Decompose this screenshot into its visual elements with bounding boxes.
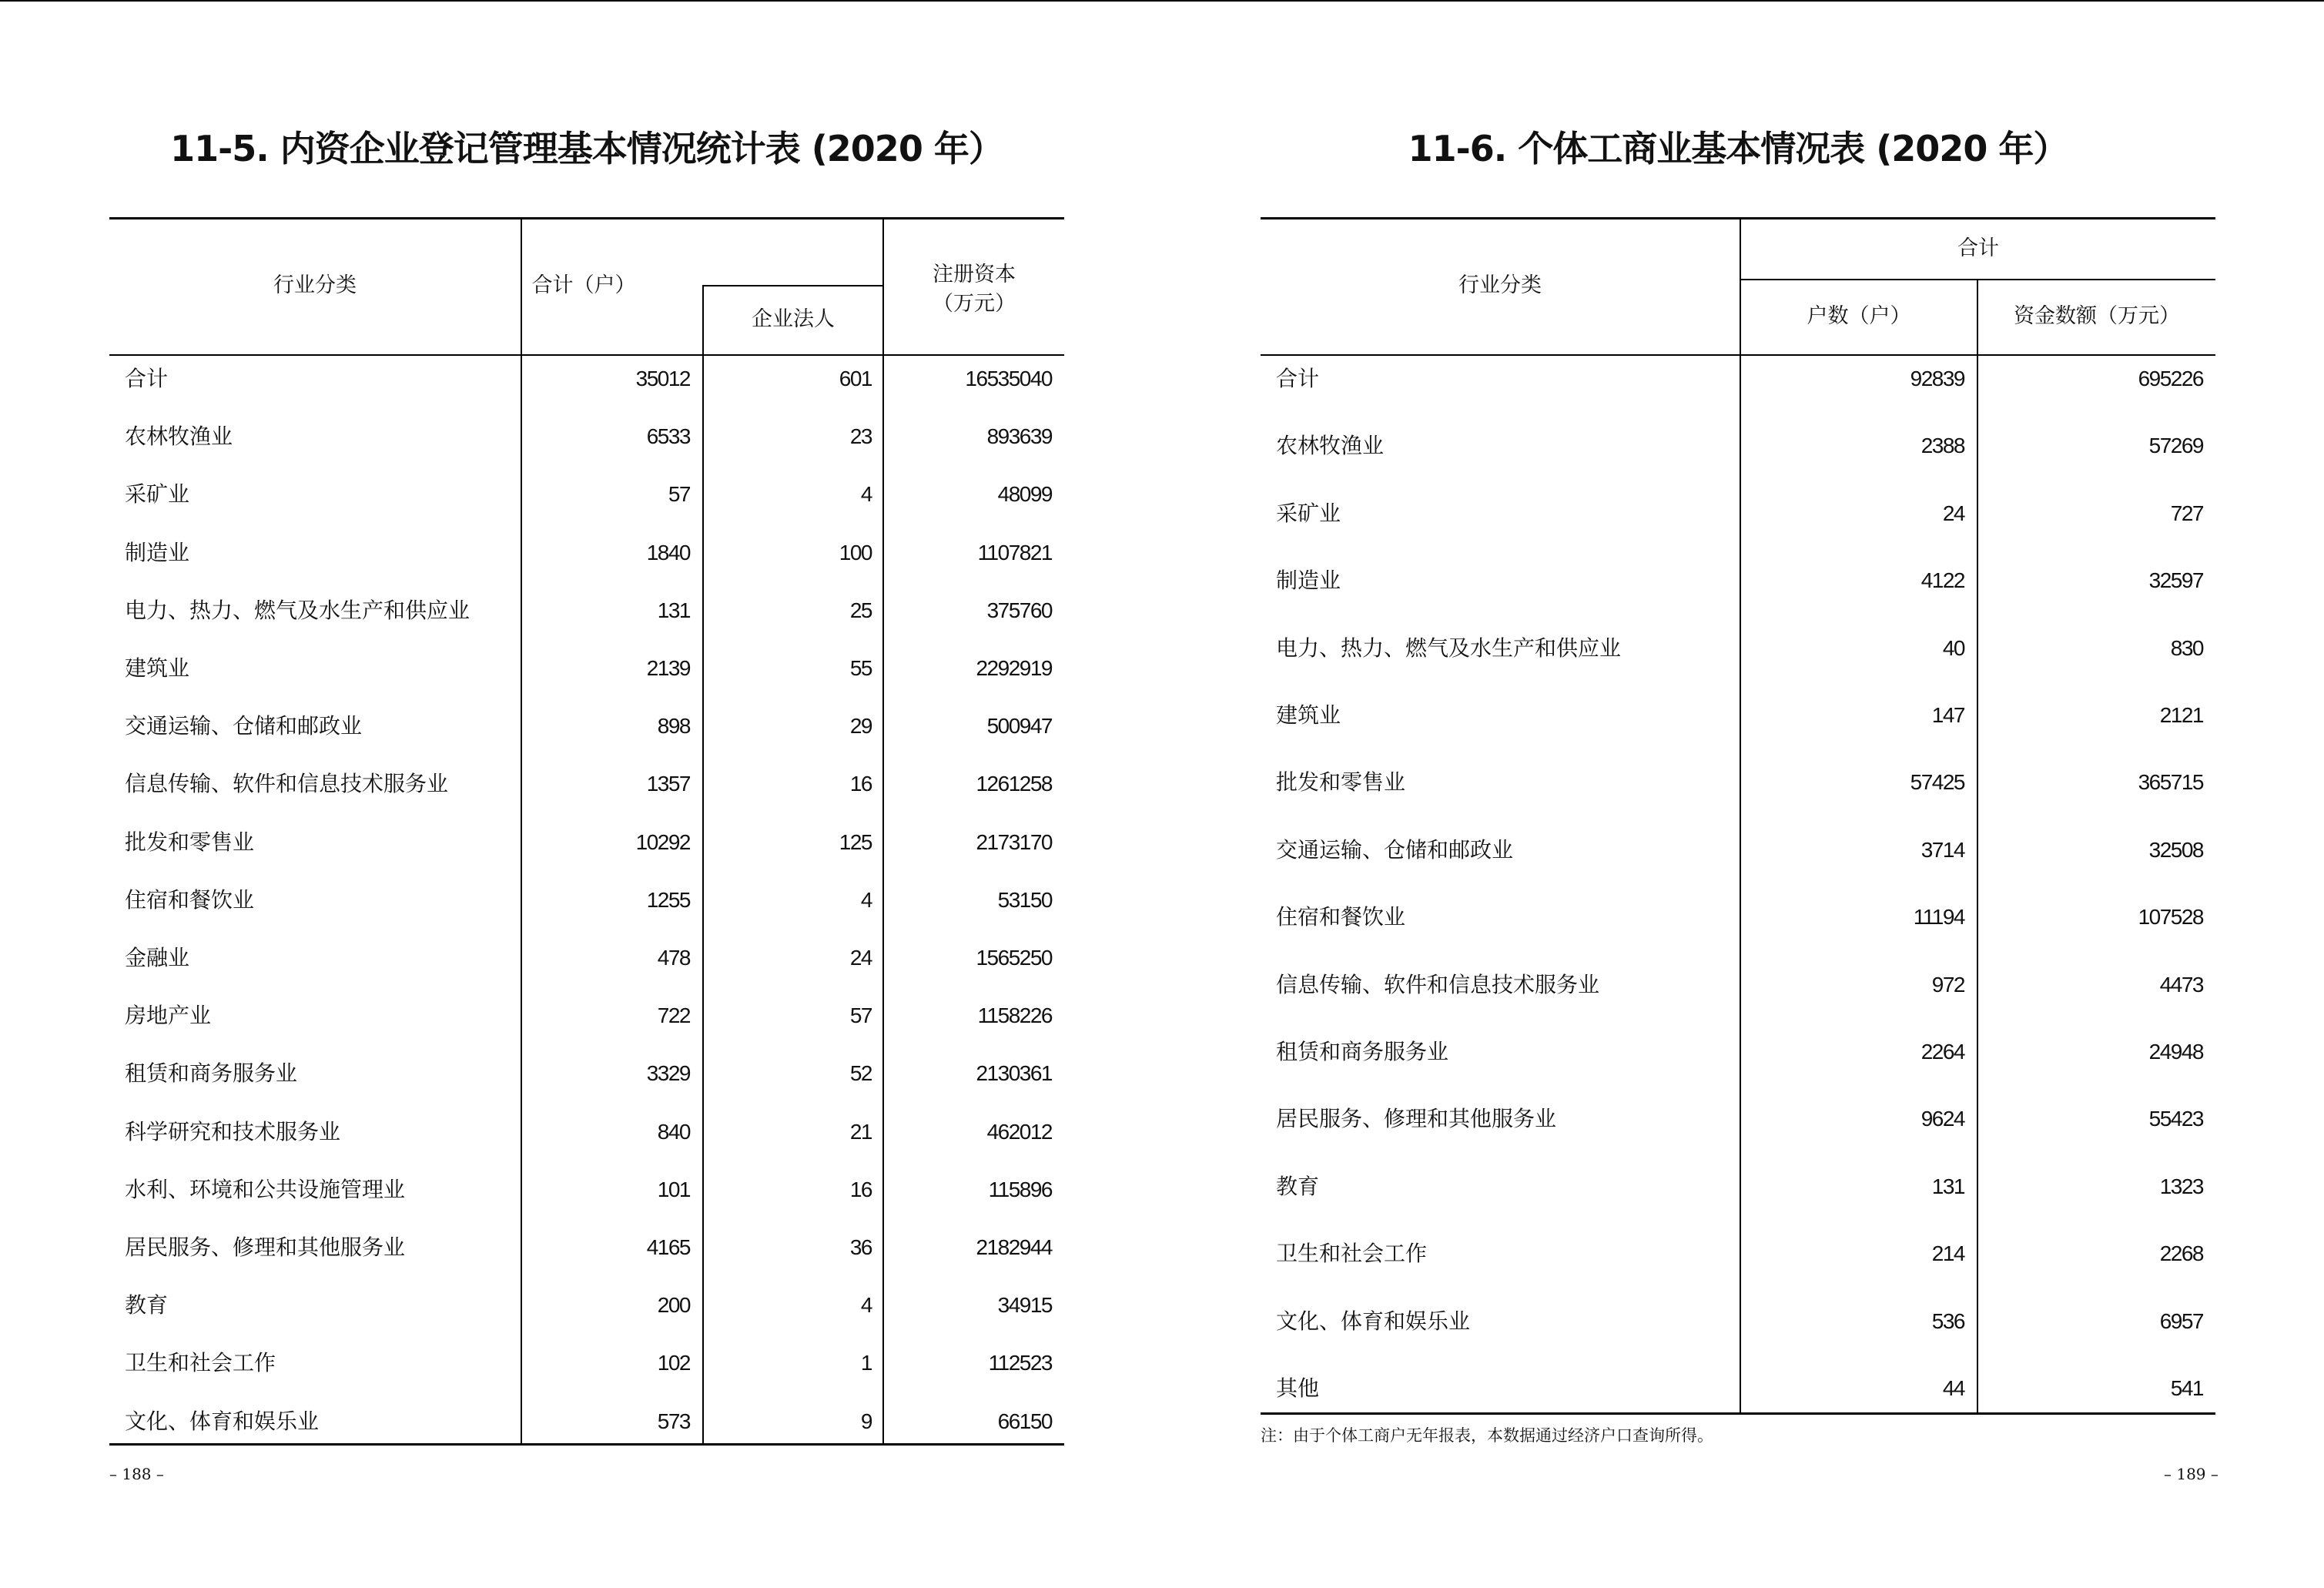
row-registered-capital: 2182944 (976, 1235, 1052, 1259)
row-industry-name: 合计 (1276, 366, 1320, 391)
row-fund-amount: 57269 (2148, 434, 2203, 458)
row-industry-name: 住宿和餐饮业 (1276, 904, 1406, 930)
row-household-count: 214 (1931, 1241, 1964, 1266)
header-total: 合计 (1957, 236, 1999, 260)
row-industry-name: 住宿和餐饮业 (125, 886, 255, 913)
row-industry-name: 制造业 (1276, 568, 1341, 594)
row-total-count: 3329 (646, 1061, 690, 1086)
row-legal-person-count: 57 (849, 1003, 872, 1028)
right-table-bottom-rule (1261, 1412, 2215, 1415)
header-category: 行业分类 (273, 273, 357, 297)
row-industry-name: 房地产业 (125, 1003, 212, 1029)
row-household-count: 40 (1942, 635, 1964, 660)
page-top-border (0, 0, 2324, 2)
row-total-count: 1255 (646, 887, 690, 912)
header-category: 行业分类 (1458, 273, 1542, 297)
left-table-col-divider (882, 217, 884, 1445)
row-household-count: 2264 (1920, 1040, 1964, 1064)
row-household-count: 11194 (1913, 905, 1964, 930)
row-industry-name: 教育 (1276, 1173, 1320, 1199)
row-household-count: 3714 (1920, 837, 1964, 862)
row-legal-person-count: 4 (860, 1293, 872, 1318)
right-table (1261, 217, 2215, 1415)
row-legal-person-count: 24 (849, 946, 872, 970)
row-legal-person-count: 21 (849, 1119, 872, 1144)
row-registered-capital: 34915 (997, 1293, 1052, 1318)
left-table-top-rule (109, 217, 1064, 219)
row-legal-person-count: 25 (849, 598, 872, 622)
row-total-count: 840 (657, 1119, 690, 1144)
header-households: 户数（户） (1807, 304, 1911, 328)
row-household-count: 4122 (1920, 568, 1964, 593)
row-household-count: 57425 (1910, 770, 1964, 795)
row-industry-name: 建筑业 (1276, 702, 1341, 728)
row-fund-amount: 727 (2170, 501, 2203, 525)
row-industry-name: 其他 (1276, 1375, 1320, 1401)
row-registered-capital: 500947 (986, 714, 1052, 739)
row-industry-name: 水利、环境和公共设施管理业 (125, 1176, 406, 1202)
row-registered-capital: 2173170 (976, 829, 1052, 854)
row-registered-capital: 112523 (988, 1351, 1052, 1375)
row-total-count: 2139 (646, 656, 690, 680)
row-industry-name: 交通运输、仓储和邮政业 (125, 713, 363, 739)
row-registered-capital: 1261258 (976, 772, 1052, 796)
left-table-sub-header-rule (702, 285, 882, 286)
header-legal-person: 企业法人 (752, 307, 835, 331)
row-legal-person-count: 100 (839, 540, 872, 565)
row-industry-name: 卫生和社会工作 (1276, 1241, 1428, 1267)
row-fund-amount: 541 (2170, 1376, 2203, 1400)
row-registered-capital: 1565250 (976, 946, 1052, 970)
right-table-top-rule (1261, 217, 2215, 219)
row-total-count: 478 (657, 946, 690, 970)
header-funds: 资金数额（万元） (2014, 304, 2180, 328)
row-fund-amount: 6957 (2159, 1308, 2203, 1333)
row-legal-person-count: 55 (849, 656, 872, 680)
row-fund-amount: 32508 (2148, 837, 2203, 862)
row-household-count: 44 (1942, 1376, 1964, 1400)
row-industry-name: 交通运输、仓储和邮政业 (1276, 836, 1514, 863)
row-industry-name: 建筑业 (125, 655, 190, 681)
row-total-count: 10292 (635, 829, 690, 854)
row-total-count: 35012 (635, 367, 690, 390)
row-total-count: 131 (657, 598, 690, 622)
row-total-count: 200 (657, 1293, 690, 1318)
row-registered-capital: 1107821 (977, 540, 1052, 565)
row-industry-name: 制造业 (125, 539, 190, 565)
row-household-count: 972 (1931, 972, 1964, 997)
row-registered-capital: 2130361 (976, 1061, 1052, 1086)
row-industry-name: 批发和零售业 (1276, 769, 1406, 796)
row-legal-person-count: 601 (839, 367, 872, 390)
right-table-col-divider (1977, 279, 1978, 1414)
row-total-count: 1840 (646, 540, 690, 565)
left-table-header-rule (109, 354, 1064, 356)
row-industry-name: 农林牧渔业 (1276, 433, 1385, 459)
row-household-count: 536 (1931, 1308, 1964, 1333)
row-household-count: 24 (1942, 501, 1964, 525)
header-registered-capital: 注册资本 （万元） (933, 263, 1016, 316)
row-fund-amount: 830 (2170, 635, 2203, 660)
row-industry-name: 采矿业 (1276, 500, 1341, 526)
row-fund-amount: 24948 (2148, 1040, 2203, 1064)
row-industry-name: 信息传输、软件和信息技术服务业 (1276, 971, 1600, 997)
row-registered-capital: 16535040 (965, 367, 1052, 390)
row-registered-capital: 48099 (997, 482, 1052, 507)
left-table-bottom-rule (109, 1443, 1064, 1446)
row-registered-capital: 53150 (997, 887, 1052, 912)
row-industry-name: 批发和零售业 (125, 829, 255, 855)
row-registered-capital: 462012 (986, 1119, 1052, 1144)
row-household-count: 92839 (1910, 367, 1964, 390)
right-table-col-divider (1740, 217, 1741, 1414)
row-industry-name: 居民服务、修理和其他服务业 (125, 1235, 406, 1260)
row-industry-name: 文化、体育和娱乐业 (1276, 1308, 1471, 1334)
row-fund-amount: 695226 (2138, 367, 2203, 390)
row-registered-capital: 1158226 (977, 1003, 1052, 1028)
table-footnote: 注：由于个体工商户无年报表，本数据通过经济户口查询所得。 (1261, 1426, 1713, 1445)
row-legal-person-count: 16 (849, 1177, 872, 1201)
row-legal-person-count: 125 (839, 829, 872, 854)
row-legal-person-count: 52 (849, 1061, 872, 1086)
row-total-count: 57 (668, 482, 690, 507)
page-number-right: – 189 – (2164, 1465, 2219, 1483)
row-total-count: 4165 (646, 1235, 690, 1259)
row-legal-person-count: 4 (860, 482, 872, 507)
row-industry-name: 租赁和商务服务业 (125, 1060, 298, 1087)
right-table-title: 11-6. 个体工商业基本情况表 (2020 年） (1408, 128, 2068, 169)
row-industry-name: 农林牧渔业 (125, 424, 233, 450)
left-table-col-divider (702, 285, 704, 1445)
row-legal-person-count: 23 (849, 424, 872, 449)
row-total-count: 101 (657, 1177, 690, 1201)
row-registered-capital: 115896 (988, 1177, 1052, 1201)
row-legal-person-count: 9 (860, 1409, 872, 1433)
row-fund-amount: 107528 (2138, 905, 2203, 930)
row-fund-amount: 1323 (2159, 1174, 2203, 1198)
row-total-count: 573 (657, 1409, 690, 1433)
row-industry-name: 合计 (125, 366, 169, 391)
row-industry-name: 金融业 (125, 945, 190, 970)
row-fund-amount: 2268 (2159, 1241, 2203, 1266)
row-total-count: 102 (657, 1351, 690, 1375)
row-industry-name: 教育 (125, 1292, 169, 1318)
row-fund-amount: 2121 (2159, 703, 2203, 727)
row-fund-amount: 4473 (2159, 972, 2203, 997)
row-legal-person-count: 1 (860, 1351, 872, 1375)
row-registered-capital: 66150 (997, 1409, 1052, 1433)
row-legal-person-count: 16 (849, 772, 872, 796)
page-number-left: – 188 – (109, 1465, 164, 1483)
row-household-count: 2388 (1920, 434, 1964, 458)
row-industry-name: 租赁和商务服务业 (1276, 1039, 1449, 1064)
right-table-header-rule (1261, 354, 2215, 356)
row-industry-name: 电力、热力、燃气及水生产和供应业 (1276, 635, 1622, 661)
row-total-count: 898 (657, 714, 690, 739)
row-legal-person-count: 29 (849, 714, 872, 739)
row-industry-name: 卫生和社会工作 (125, 1350, 276, 1376)
left-table-col-divider (521, 217, 522, 1445)
left-table-title: 11-5. 内资企业登记管理基本情况统计表 (2020 年） (170, 128, 1003, 169)
row-fund-amount: 365715 (2138, 770, 2203, 795)
row-industry-name: 信息传输、软件和信息技术服务业 (125, 771, 449, 797)
row-industry-name: 采矿业 (125, 481, 190, 508)
row-fund-amount: 32597 (2148, 568, 2203, 593)
row-industry-name: 文化、体育和娱乐业 (125, 1408, 320, 1434)
row-registered-capital: 2292919 (976, 656, 1052, 680)
row-registered-capital: 893639 (986, 424, 1052, 449)
row-registered-capital: 375760 (986, 598, 1052, 622)
row-industry-name: 居民服务、修理和其他服务业 (1276, 1106, 1557, 1132)
row-industry-name: 科学研究和技术服务业 (125, 1118, 341, 1144)
left-table (109, 217, 1064, 1446)
row-total-count: 722 (657, 1003, 690, 1028)
row-household-count: 9624 (1920, 1107, 1964, 1131)
row-fund-amount: 55423 (2148, 1107, 2203, 1131)
row-total-count: 6533 (646, 424, 690, 449)
row-legal-person-count: 36 (849, 1235, 872, 1259)
header-total: 合计（户） (531, 273, 636, 297)
row-legal-person-count: 4 (860, 887, 872, 912)
row-household-count: 147 (1931, 703, 1964, 727)
row-total-count: 1357 (646, 772, 690, 796)
row-household-count: 131 (1931, 1174, 1964, 1198)
row-industry-name: 电力、热力、燃气及水生产和供应业 (125, 597, 470, 623)
